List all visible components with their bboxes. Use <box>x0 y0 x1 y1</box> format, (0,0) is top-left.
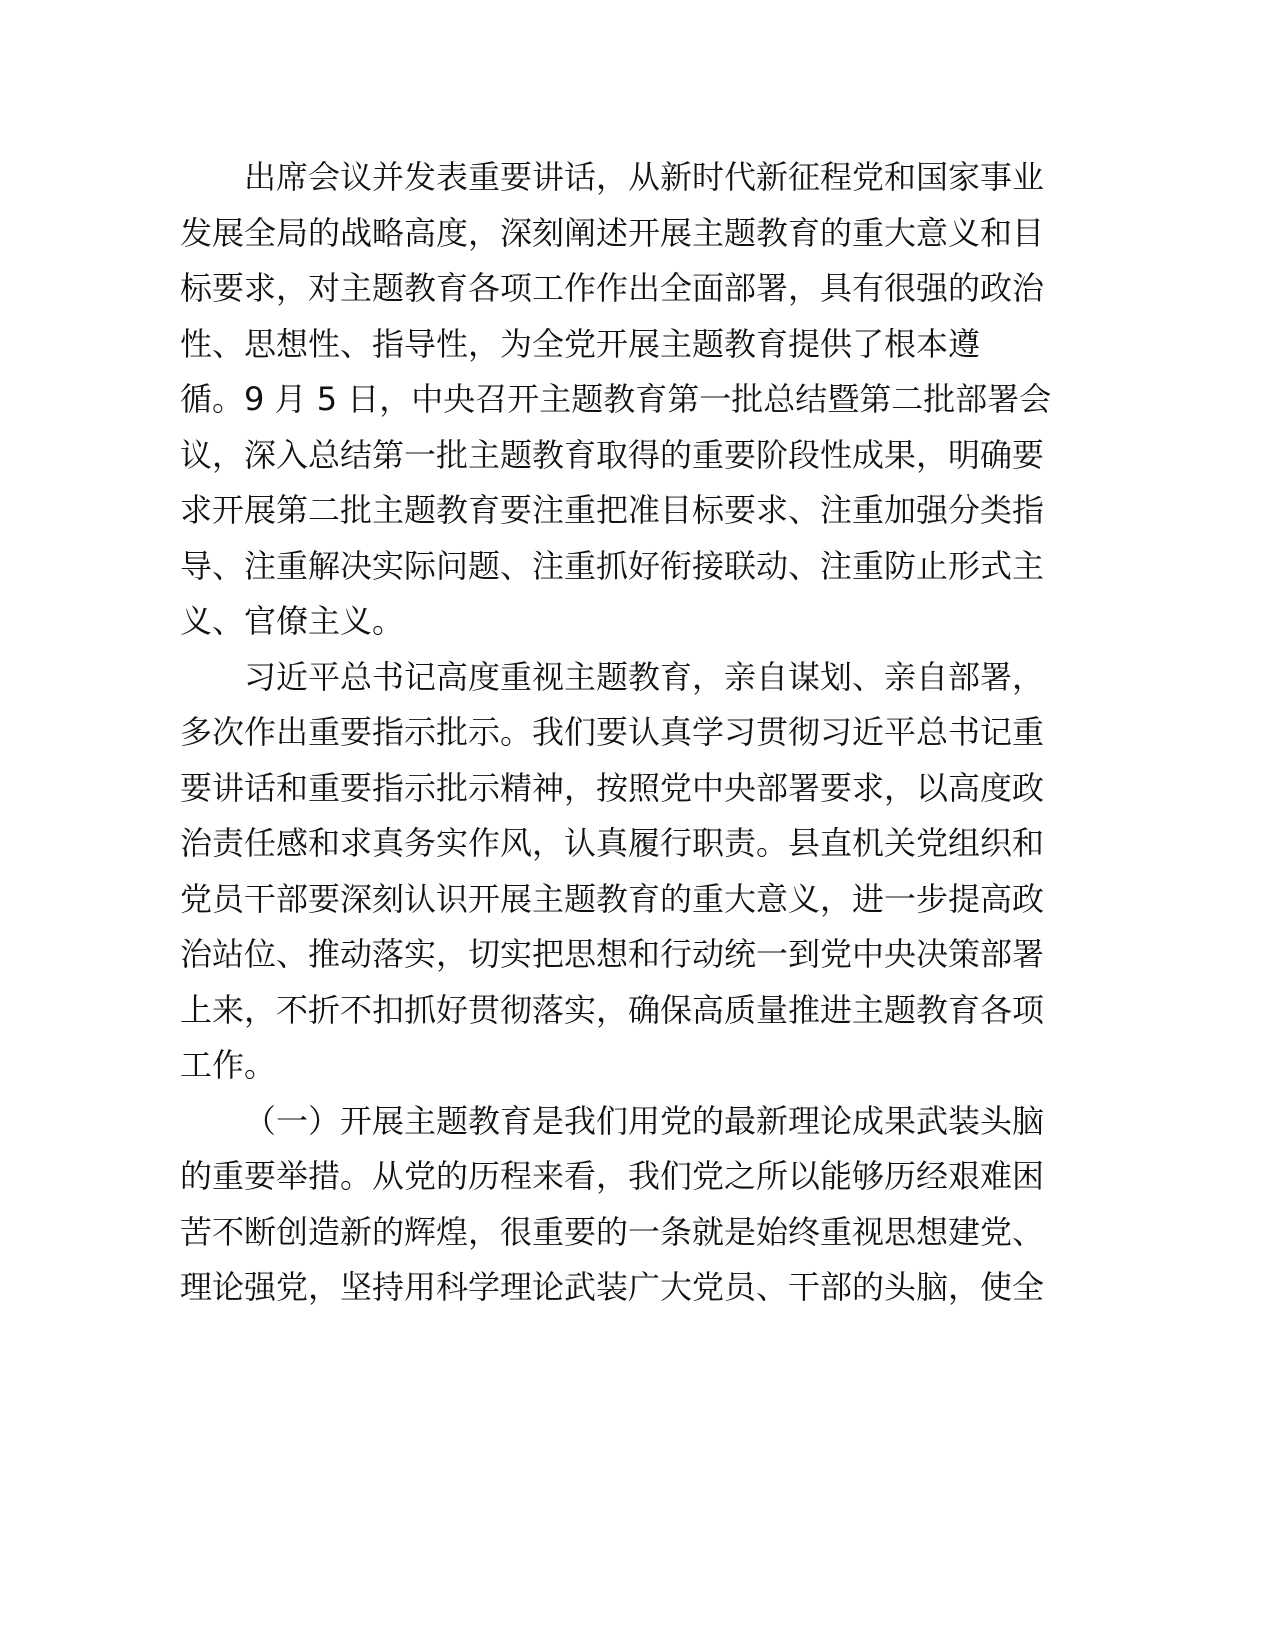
text-line: 上来，不折不扣抓好贯彻落实，确保高质量推进主题教育各项 <box>180 990 1045 1029</box>
text-line: 义、官僚主义。 <box>180 602 405 640</box>
text-line: 导、注重解决实际问题、注重抓好衔接联动、注重防止形式主 <box>180 546 1045 585</box>
text-line: （一）开展主题教育是我们用党的最新理论成果武装头脑 <box>244 1101 1045 1140</box>
text-line: 工作。 <box>180 1046 277 1084</box>
text-line: 性、思想性、指导性，为全党开展主题教育提供了根本遵 <box>180 324 981 363</box>
text-line: 标要求，对主题教育各项工作作出全面部署，具有很强的政治 <box>180 269 1045 307</box>
text-line: 议，深入总结第一批主题教育取得的重要阶段性成果，明确要 <box>180 435 1045 474</box>
text-line: 出席会议并发表重要讲话，从新时代新征程党和国家事业 <box>244 158 1045 196</box>
text-line: 的重要举措。从党的历程来看，我们党之所以能够历经艰难困 <box>180 1157 1045 1195</box>
paragraph <box>180 150 1052 650</box>
text-line: 党员干部要深刻认识开展主题教育的重大意义，进一步提高政 <box>180 879 1045 918</box>
text-line: 理论强党，坚持用科学理论武装广大党员、干部的头脑，使全 <box>180 1268 1045 1306</box>
text-line: 治站位、推动落实，切实把思想和行动统一到党中央决策部署 <box>180 935 1045 973</box>
text-line: 要讲话和重要指示批示精神，按照党中央部署要求，以高度政 <box>180 768 1045 807</box>
text-line: 循。9 月 5 日，中央召开主题教育第一批总结暨第二批部署会 <box>180 380 1052 418</box>
text-line: 习近平总书记高度重视主题教育，亲自谋划、亲自部署， <box>244 657 1045 696</box>
text-line: 苦不断创造新的辉煌，很重要的一条就是始终重视思想建党、 <box>180 1212 1045 1251</box>
text-line: 治责任感和求真务实作风，认真履行职责。县直机关党组织和 <box>180 824 1045 862</box>
text-line: 多次作出重要指示批示。我们要认真学习贯彻习近平总书记重 <box>180 713 1045 751</box>
paragraph <box>180 650 1045 1094</box>
text-line: 发展全局的战略高度，深刻阐述开展主题教育的重大意义和目 <box>180 213 1045 252</box>
text-line: 求开展第二批主题教育要注重把准目标要求、注重加强分类指 <box>180 491 1045 529</box>
paragraph <box>180 1094 1045 1316</box>
document-body <box>180 150 1052 1316</box>
